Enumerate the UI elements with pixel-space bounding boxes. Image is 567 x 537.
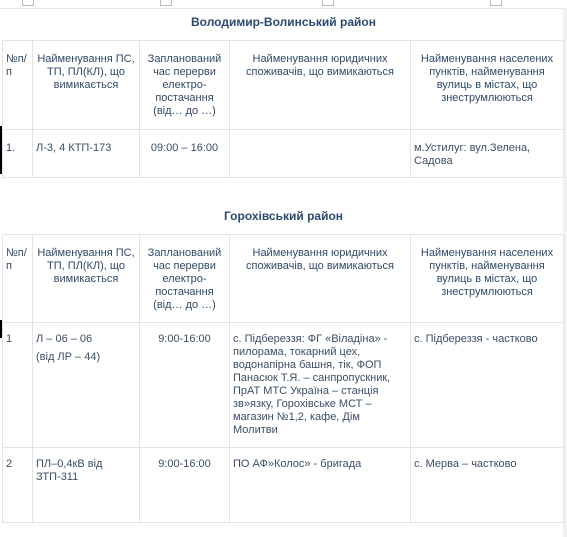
header-cell-object: Найменування ПС, ТП, ПЛ(КЛ), що вимикається [33, 41, 140, 130]
header-cell-settlements: Найменування населених пунктів, найменування вулиць в містах, що знеструмлюються [411, 235, 564, 323]
toolbar-mark [22, 0, 34, 6]
row-object-note: (від ЛР – 44) [36, 351, 101, 363]
row-consumers: с. Підбереззя: ФГ «Віладіна» - пилорама, токарний цех, водонапірна башня, тік, ФОП Панасюк Т.Я. – санпропускник, ПрАТ МТС Україна – станція зв»язку, Горохівське МСТ – магазин №1,2, кафе, Дім Молитви [230, 323, 411, 448]
row-object-cell [33, 323, 140, 448]
outage-table [2, 40, 564, 178]
header-cell-time: Запланований час перерви електро-постачання (від… до …) [140, 235, 230, 323]
header-row [3, 235, 564, 323]
row-number: 2 [3, 448, 33, 523]
toolbar-mark [160, 0, 172, 6]
outage-table [2, 234, 564, 523]
header-cell-time: Запланований час перерви електро-постачання (від… до …) [140, 41, 230, 130]
header-cell-consumers: Найменування юридичних споживачів, що вимикаються [230, 41, 411, 130]
row-consumers [230, 130, 411, 178]
header-cell-number: №п/п [3, 41, 33, 130]
row-settlements: м.Устилуг: вул.Зелена, Садова [411, 130, 564, 178]
row-settlements: с. Мерва – частково [411, 448, 564, 523]
row-time: 9:00-16:00 [140, 448, 230, 523]
row-time: 9:00-16:00 [140, 323, 230, 448]
row-number: 1. [3, 130, 33, 178]
row-consumers: ПО АФ»Колос» - бригада [230, 448, 411, 523]
row-settlements: с. Підбереззя - частково [411, 323, 564, 448]
header-cell-number: №п/п [3, 235, 33, 323]
section-title: Володимир-Волинський район [191, 15, 376, 29]
table-row [3, 448, 564, 523]
row-object: Л – 06 – 06 [36, 333, 93, 345]
table-row [3, 130, 564, 178]
top-toolbar-strip [0, 0, 567, 9]
header-row [3, 41, 564, 130]
row-object: Л-3, 4 КТП-173 [33, 130, 140, 178]
table-row [3, 323, 564, 448]
header-cell-object: Найменування ПС, ТП, ПЛ(КЛ), що вимикається [33, 235, 140, 323]
section-title: Горохівський район [223, 209, 344, 223]
toolbar-mark [322, 0, 334, 6]
header-cell-consumers: Найменування юридичних споживачів, що вимикаються [230, 235, 411, 323]
row-number: 1 [3, 323, 33, 448]
header-cell-settlements: Найменування населених пунктів, найменування вулиць в містах, що знеструмлюються [411, 41, 564, 130]
row-object: ПЛ–0,4кВ від ЗТП-311 [33, 448, 140, 523]
toolbar-mark [490, 0, 502, 6]
row-time: 09:00 – 16:00 [140, 130, 230, 178]
